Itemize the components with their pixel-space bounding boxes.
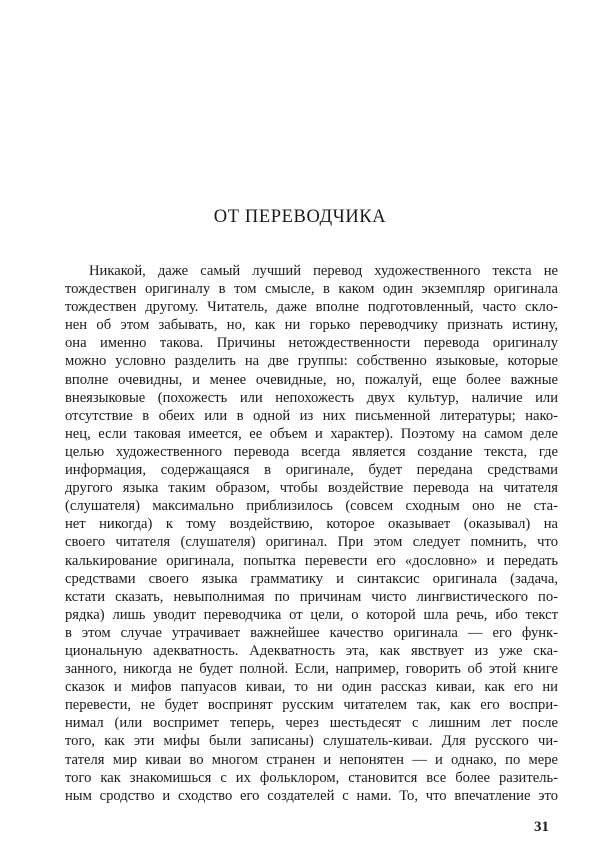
text-line: ным сродство и сходство его создателей с нами. То, что впечатление это [65,787,558,804]
text-line: того, как эти мифы были записаны) слушатель-киваи. Для русского чи- [65,733,558,750]
text-line: калькирование оригинала, попытка перевести его «дословно» и передать [65,552,558,569]
text-line: циональную адекватность. Адекватность эта, как явствует из уже ска- [65,642,558,659]
text-line: нимал (или воспримет теперь, через шестьдесят с лишним лет после [65,715,558,732]
text-line: занного, никогда не будет полной. Если, например, говорить об этой книге [65,661,558,678]
text-line: перевести, не будет воспринят русским читателем так, как его воспри- [65,697,558,714]
text-line: можно условно разделить на две группы: собственно языковые, которые [65,353,558,370]
text-line: тателя мир киваи во многом странен и непонятен — и однако, по мере [65,751,558,768]
text-line: своего читателя (слушателя) оригинал. При этом следует помнить, что [65,534,558,551]
text-line: нет никогда) к тому воздействию, которое оказывает (оказывал) на [65,516,558,533]
text-line: Никакой, даже самый лучший перевод художественного текста не [89,263,558,279]
text-line: внеязыковые (похожесть или непохожесть двух культур, наличие или [65,389,558,406]
text-line: вполне очевидны, и менее очевидные, но, пожалуй, еще более важные [65,371,558,388]
text-line: нен об этом забывать, но, как ни горько переводчику признать истину, [65,317,558,334]
text-line: нец, если таковая имеется, ее объем и характер). Поэтому на самом деле [65,425,558,442]
text-line: средствами своего языка грамматику и синтаксис оригинала (задача, [65,570,558,587]
page-title: ОТ ПЕРЕВОДЧИКА [213,207,387,227]
text-line: она именно такова. Причины нетождественности перевода оригиналу [65,335,558,352]
text-line: сказок и мифов папуасов киваи, то ни один рассказ киваи, как его ни [65,679,558,696]
text-line: тождествен другому. Читатель, даже вполне подготовленный, часто скло- [65,299,558,316]
text-line: тождествен оригиналу в том смысле, в каком один экземпляр оригинала [65,281,558,298]
text-line: целью художественного перевода всегда является создание текста, где [65,443,558,460]
text-line: рядка) лишь уводит переводчика от цели, о которой шла речь, ибо текст [65,606,558,623]
text-line: того как знакомишься с их фольклором, становится все более разитель- [65,769,558,786]
body-text [65,262,558,805]
text-line: в этом случае утрачивает важнейшее качество оригинала — его функ- [65,624,558,641]
text-line: информация, содержащаяся в оригинале, будет передана средствами [65,462,558,479]
text-line: кстати сказать, невыполнимая по причинам чисто лингвистического по- [65,588,558,605]
text-line: (слушателя) максимально приблизилось (совсем сходным оно не ста- [65,498,558,515]
page-number: 31 [534,819,549,835]
text-line: отсутствие в обеих или в одной из них письменной литературы; нако- [65,407,558,424]
text-line: другого языка таким образом, чтобы воздействие перевода на читателя [65,480,558,497]
